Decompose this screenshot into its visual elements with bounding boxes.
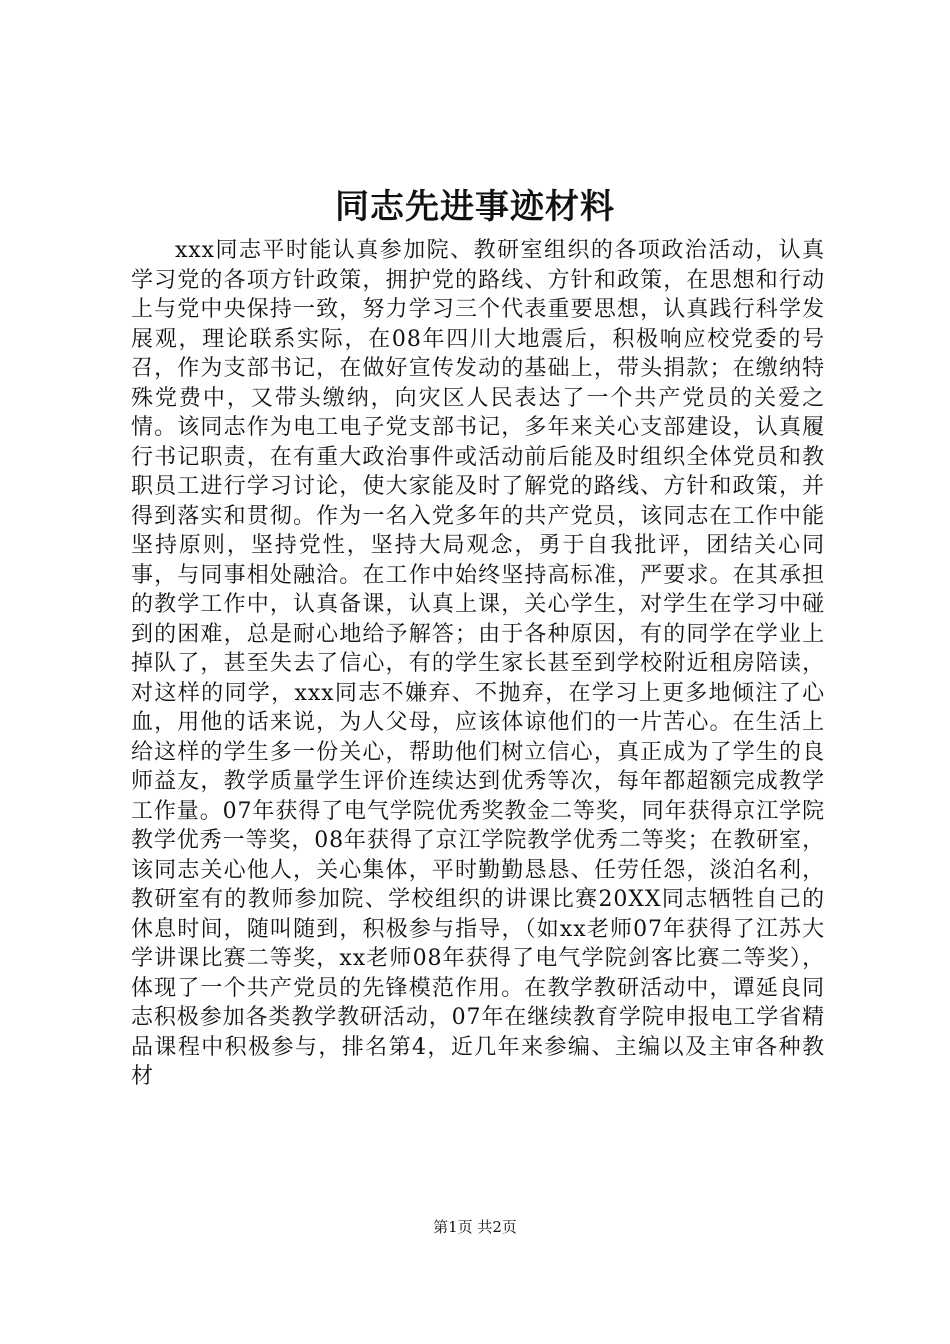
body-paragraph: xxx同志平时能认真参加院、教研室组织的各项政治活动，认真学习党的各项方针政策，拥护党的路线、方针和政策，在思想和行动上与党中央保持一致，努力学习三个代表重要思想，认真践行科学发展观，理论联系实际，在08年四川大地震后，积极响应校党委的号召，作为支部书记，在做好宣传发动的基础上，带头捐款；在缴纳特殊党费中，又带头缴纳，向灾区人民表达了一个共产党员的关爱之情。该同志作为电工电子党支部书记，多年来关心支部建设，认真履行书记职责，在有重大政治事件或活动前后能及时组织全体党员和教职员工进行学习讨论，使大家能及时了解党的路线、方针和政策，并得到落实和贯彻。作为一名入党多年的共产党员，该同志在工作中能坚持原则，坚持党性，坚持大局观念，勇于自我批评，团结关心同事，与同事相处融洽。在工作中始终坚持高标准，严要求。在其承担的教学工作中，认真备课，认真上课，关心学生，对学生在学习中碰到的困难，总是耐心地给予解答；由于各种原因，有的同学在学业上掉队了，甚至失去了信心，有的学生家长甚至到学校附近租房陪读，对这样的同学，xxx同志不嫌弃、不抛弃，在学习上更多地倾注了心血，用他的话来说，为人父母，应该体谅他们的一片苦心。在生活上给这样的学生多一份关心，帮助他们树立信心，真正成为了学生的良师益友，教学质量学生评价连续达到优秀等次，每年都超额完成教学工作量。07年获得了电气学院优秀奖教金二等奖，同年获得京江学院教学优秀一等奖，08年获得了京江学院教学优秀二等奖；在教研室，该同志关心他人，关心集体，平时勤勤恳恳、任劳任怨，淡泊名利，教研室有的教师参加院、学校组织的讲课比赛20XX同志牺牲自己的休息时间，随叫随到，积极参与指导，（如xx老师07年获得了江苏大学讲课比赛二等奖，xx老师08年获得了电气学院剑客比赛二等奖），体现了一个共产党员的先锋模范作用。在教学教研活动中，谭延良同志积极参加各类教学教研活动，07年在继续教育学院申报电工学省精品课程中积极参与，排名第4，近几年来参编、主编以及主审各种教材 — [131, 238, 825, 1089]
page-number: 第1页 共2页 — [433, 1218, 517, 1236]
document-title: 同志先进事迹材料 — [335, 187, 615, 227]
